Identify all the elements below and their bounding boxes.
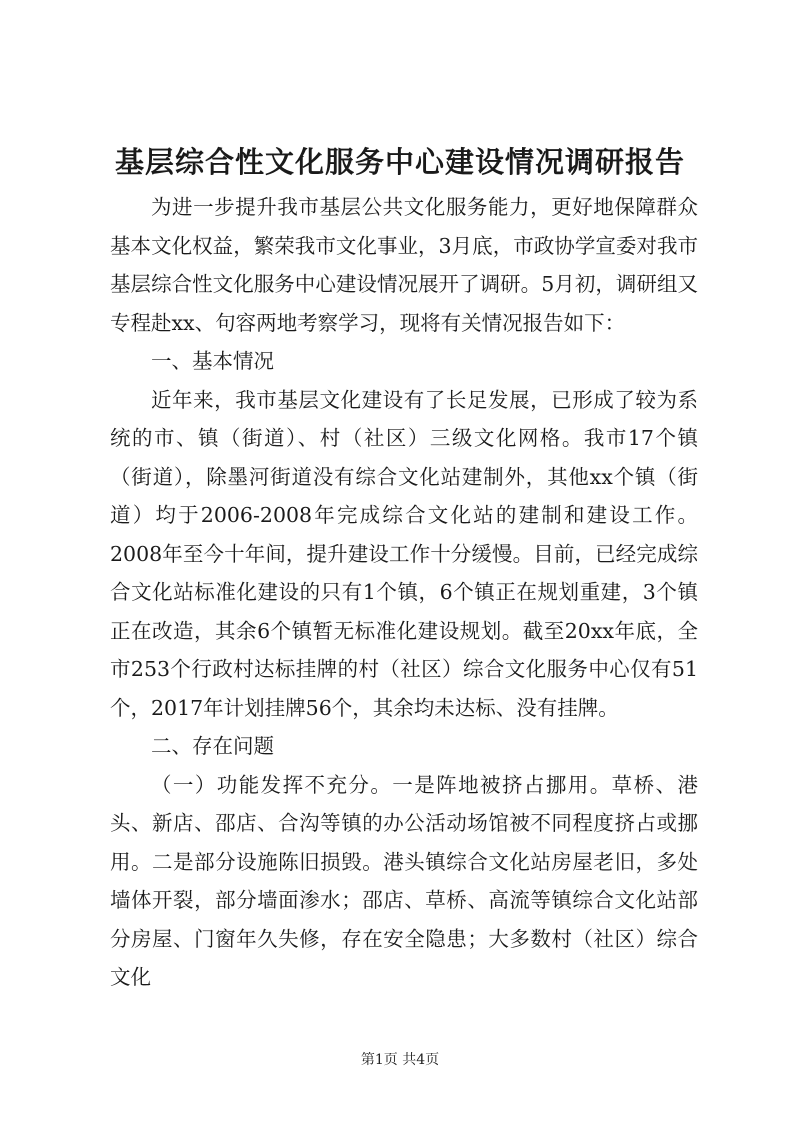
document-body (110, 188, 698, 997)
document-title: 基层综合性文化服务中心建设情况调研报告 (114, 145, 685, 179)
section-heading-basic-situation: 一、基本情况 (151, 349, 274, 373)
paragraph-intro: 为进一步提升我市基层公共文化服务能力，更好地保障群众基本文化权益，繁荣我市文化事业，3月底，市政协学宣委对我市基层综合性文化服务中心建设情况展开了调研。5月初，调研组又专程赴xx、句容两地考察学习，现将有关情况报告如下： (110, 195, 698, 335)
paragraph-problems: （一）功能发挥不充分。一是阵地被挤占挪用。草桥、港头、新店、邵店、合沟等镇的办公活动场馆被不同程度挤占或挪用。二是部分设施陈旧损毁。港头镇综合文化站房屋老旧，多处墙体开裂，部分墙面渗水；邵店、草桥、高流等镇综合文化站部分房屋、门窗年久失修，存在安全隐患；大多数村（社区）综合文化 (110, 772, 698, 989)
page-number-footer: 第1页 共4页 (360, 1052, 440, 1068)
paragraph-basic-situation: 近年来，我市基层文化建设有了长足发展，已形成了较为系统的市、镇（街道）、村（社区）三级文化网格。我市17个镇（街道），除墨河街道没有综合文化站建制外，其他xx个镇（街道）均于2006-2008年完成综合文化站的建制和建设工作。2008年至今十年间，提升建设工作十分缓慢。目前，已经完成综合文化站标准化建设的只有1个镇，6个镇正在规划重建，3个镇正在改造，其余6个镇暂无标准化建设规划。截至20xx年底，全市253个行政村达标挂牌的村（社区）综合文化服务中心仅有51个，2017年计划挂牌56个，其余均未达标、没有挂牌。 (110, 387, 698, 720)
section-heading-problems: 二、存在问题 (151, 734, 274, 758)
